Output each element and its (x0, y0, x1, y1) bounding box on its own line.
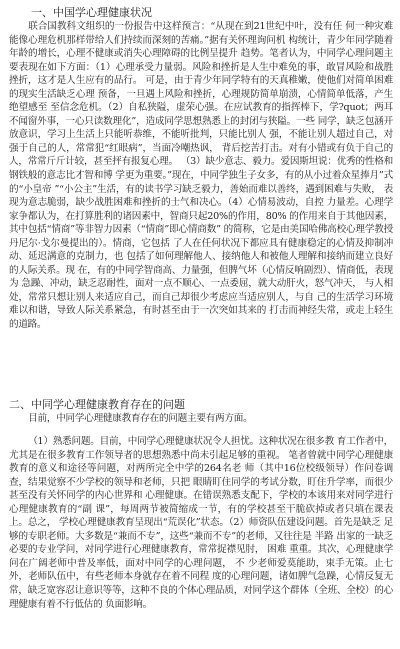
paragraph-status: 联合国教科文组织的一份报告中这样预言：“从现在到21世纪中叶，没有任 何一种灾难能像心理危机那样带给人们持续而深刻的苦痛。”据有关怀理询问机 构统计，青少年同学随着年龄的增长，心理不健康或消失心理障碍的比例呈提升 趋势。笔者认为，中同学心理问题主要表现在如下方面：（1）心理承受力量弱。风险和挫折是人生中难免的事，敢冒风险和战胜挫折，这才是人生应有的品行。 可是，由于青少年同学特有的天真稚嫩，使他们对简单困难的现实生活缺乏心理 预备，一旦遇上风险和挫折，心理规防简单崩溃，心情简单低落，产生绝望感至 至信念危机。（2）自私狭隘，虚荣心强。在应试教育的指挥棒下，学?quot；两耳不闻窗外事，一心只读数理化”，造成同学思想熟悉上的封闭与狭隘。一些 同学，缺乏包涵开放意识，学习上生活上只能听恭维，不能听批判，只能比别人 强，不能让别人超过自己，对强于自己的人，常常犯“红眼病”，当面冷嘲热讽， 背后挖苦打击。对有小错或有负于自己的人，常常斤斤计较，甚至抨有报复心理。 （3）缺少意志、毅力。爱因斯坦说：优秀的性格和钢铁般的意志比才智和博 学更为重要。”现在，中同学独生子女多，有的从小过着众星捧月”式的“小皇帝 ”“小公主”生活，有的读书学习缺乏毅力，善始而难以善终，遇到困难与失败， 表现为意志脆弱，缺少战胜困难和挫折的士气和决心。（4）心情易波动，自控 力量差。心理学家争都认为，在打算胜利的诸因素中，智商只起20%的作用，80% 的作用来自于其他因素，其中包括“情商”等非智力因素（“情商”即心情商数” 的简称，它是由美国哈佛高校心理学教授丹尼尔·戈尔曼提出的）。情商，它包括 了人在任何状况下都应具有健康稳定的心情及抑制冲动、延迟满意的克制力，也 包括了如何理解他人、接纳他人和被他人理解和接纳而建立良好的人际关系。现 在，有的中同学智商高、力量强，但脾气坏（心情反响剧烈）、情商低，表现为 急躁、冲动，缺乏忍耐性，面对一点不顺心、一点委屈，就大动肝火，怒气冲天， 与人相处，常常只想让别人来适应自己，而自己却很少考虑应当适应别人，与自 己的生活学习环境难以和谐，导致人际关系紧急，有时甚至由于一次突如其来的 打击而神经失常，或走上轻生的道路。 (9, 21, 393, 331)
section-gap (9, 386, 393, 398)
paragraph-problems-intro: 目前，中同学心理健康教育存在的问题主要有两方面。 (28, 413, 253, 424)
section-body-problems (9, 435, 393, 649)
paragraph-problems: （1）熟悉问题。目前，中同学心理健康状况令人担忧。这种状况在很多教 育工作者中，尤其是在很多教育工作领导者的思想熟悉中尚未引起足够的重视。 笔者曾就中同学心理健康教育的意义和途径等问题，对两所完全中学的264名老 师（其中16位校级领导）作问卷调查，结果觉察不少学校的领导和老师，只把 眼睛盯住同学的考试分数，盯住升学率，而很少甚至没有关怀同学的内心世界和 心理健康。在错误熟悉支配下，学校的本该用来对同学进行心理健康教育的“副 课”，每周两节被简缩成一节，有的学校甚至干脆砍掉或者只填在课表上。总之， 学校心理健康教育呈现出“荒误化”状态。（2）师资队伍建设问题。首先是缺乏 足够的专职老师。大多数是“兼而不专”，这些“兼而不专”的老师，又往往是 半路 出家的一缺乏必要的专业学问，对同学进行心理健康教育，常常捉襟见肘， 困难 重重。其次，心理健康学问在广阔老师中普及率低，面对中同学的心理问题， 不 少老师爱莫能助，束手无策。止七外，老师队伍中，有些老师本身就存在着不同程 度的心理问题，诸如脾气急躁，心情反复无常，缺乏宽容忍让意识等等，这种不良的个体心理品质，对同学这个群体（全班、全校）的心理健康有着不行低估的 负面影响。 (9, 436, 393, 610)
section-intro-problems (9, 412, 393, 435)
section-body-status (9, 20, 393, 386)
section-heading-problems: 二、中同学心理健康教育存在的问题 (9, 398, 185, 411)
section-heading-status: 一、中国学心理健康状况 (31, 6, 152, 19)
